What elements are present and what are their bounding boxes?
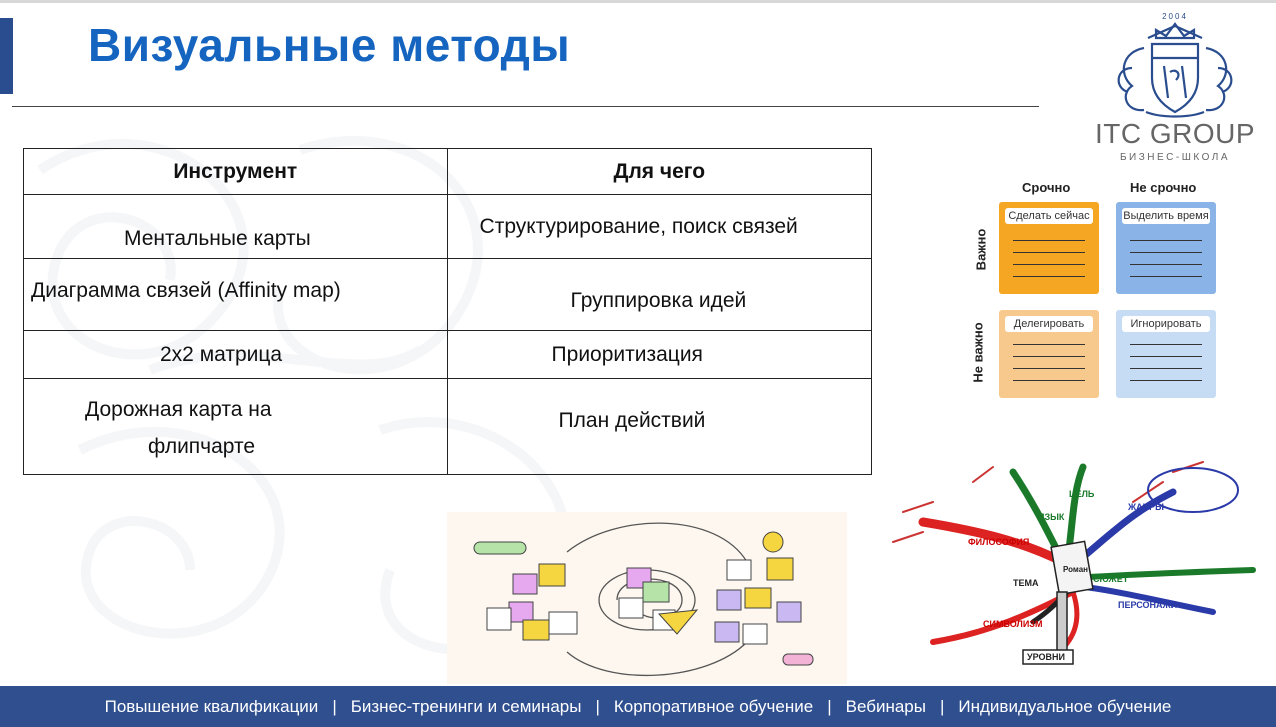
- quadrant-label: Выделить время: [1123, 210, 1209, 222]
- table-row: [24, 331, 872, 379]
- logo-subtitle: БИЗНЕС-ШКОЛА: [1119, 152, 1230, 163]
- footer-separator: |: [939, 696, 945, 716]
- mindmap-branch-label: ЯЗЫК: [1038, 512, 1065, 522]
- mindmap-branch-label: СИМВОЛИЗМ: [983, 619, 1043, 629]
- footer-bar: [0, 686, 1276, 727]
- mindmap-branch-label: ЦЕЛЬ: [1069, 489, 1095, 499]
- mind-map-illustration: [873, 452, 1276, 684]
- top-border: [0, 0, 1276, 3]
- footer-item: Повышение квалификации: [104, 696, 319, 716]
- svg-text:2004: 2004: [1162, 12, 1188, 21]
- mindmap-branch-label: ФИЛОСОФИЯ: [968, 537, 1030, 547]
- footer-separator: |: [332, 696, 337, 716]
- table-cell-tool: [24, 379, 448, 475]
- tool-text-line1: Дорожная карта на: [85, 398, 272, 421]
- table-cell-purpose: [447, 331, 871, 379]
- table-row: [24, 259, 872, 331]
- quadrant-label: Игнорировать: [1122, 316, 1210, 332]
- title-divider: [12, 106, 1039, 107]
- matrix-quadrant-do-now: [999, 202, 1099, 294]
- table-row: [24, 379, 872, 475]
- matrix-row-header-important: Важно: [973, 228, 989, 271]
- matrix-quadrant-ignore: [1116, 310, 1216, 398]
- footer-item: Индивидуальное обучение: [958, 696, 1172, 716]
- visual-methods-table: [23, 148, 872, 475]
- matrix-col-header-urgent: Срочно: [1022, 180, 1071, 195]
- purpose-text: Структурирование, поиск связей: [479, 215, 798, 238]
- footer-separator: |: [595, 696, 600, 716]
- table-cell-purpose: [447, 259, 871, 331]
- purpose-text: Группировка идей: [570, 289, 747, 312]
- title-accent-bar: [0, 18, 13, 94]
- priority-matrix: [970, 180, 1230, 405]
- tool-text: 2x2 матрица: [160, 343, 283, 366]
- mindmap-branch-label: СЮЖЕТ: [1093, 574, 1129, 584]
- table-cell-purpose: [447, 195, 871, 259]
- table-cell-tool: [24, 195, 448, 259]
- purpose-text: План действий: [558, 409, 706, 432]
- footer-separator: |: [827, 696, 832, 716]
- footer-item: Бизнес-тренинги и семинары: [350, 696, 582, 716]
- footer-item: Корпоративное обучение: [613, 696, 814, 716]
- logo-name: ITC GROUP: [1094, 118, 1256, 149]
- tool-text: Ментальные карты: [124, 227, 311, 250]
- slide-title: Визуальные методы: [88, 19, 571, 71]
- affinity-map-illustration: [447, 512, 847, 684]
- table-header-row: [24, 149, 872, 195]
- tool-text: Диаграмма связей (Affinity map): [31, 279, 341, 302]
- mindmap-branch-label: ЖАНРЫ: [1128, 502, 1164, 512]
- purpose-text: Приоритизация: [551, 343, 703, 366]
- quadrant-label: Сделать сейчас: [1005, 208, 1093, 224]
- matrix-col-header-not-urgent: Не срочно: [1130, 180, 1197, 195]
- mindmap-branch-label: ПЕРСОНАЖИ: [1118, 600, 1178, 610]
- matrix-quadrant-schedule: [1116, 202, 1216, 294]
- quadrant-label: Делегировать: [1005, 316, 1093, 332]
- table-row: [24, 195, 872, 259]
- matrix-quadrant-delegate: [999, 310, 1099, 398]
- tool-text-line2: флипчарте: [148, 435, 256, 458]
- table-cell-purpose: [447, 379, 871, 475]
- mindmap-branch-label: ТЕМА: [1013, 578, 1039, 588]
- matrix-row-header-not-important: Не важно: [970, 322, 986, 383]
- footer-item: Вебинары: [845, 696, 926, 716]
- table-header-tool: Инструмент: [24, 149, 448, 195]
- mindmap-branch-label: УРОВНИ: [1027, 652, 1065, 662]
- table-cell-tool: [24, 331, 448, 379]
- table-header-purpose: Для чего: [447, 149, 871, 195]
- mindmap-center-label: Роман: [1063, 565, 1089, 574]
- table-cell-tool: [24, 259, 448, 331]
